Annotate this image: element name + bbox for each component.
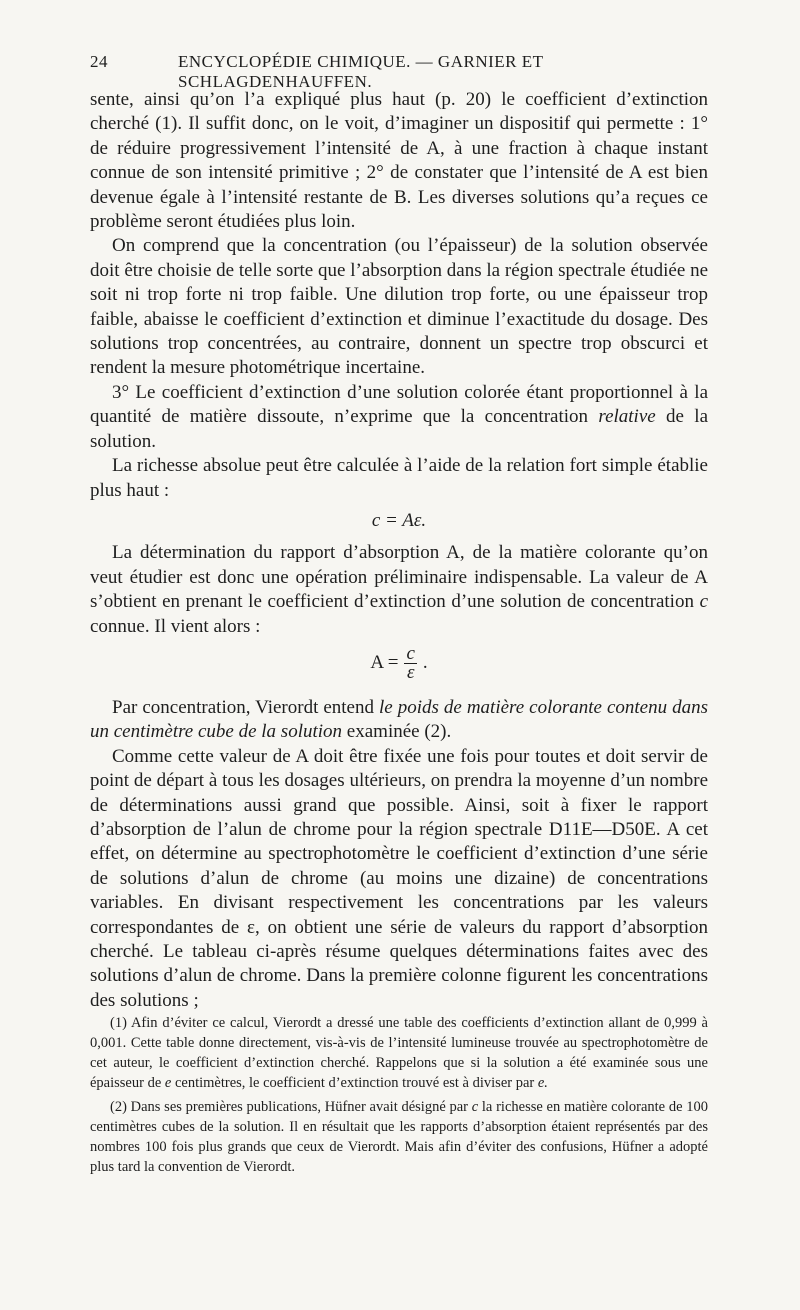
paragraph-3 [90, 381, 708, 454]
footnotes [90, 1013, 708, 1181]
page-number: 24 [90, 52, 108, 71]
fraction-denominator: ε [406, 661, 415, 683]
paragraph-5 [90, 541, 708, 639]
p6-text-a: Par concentration, Vierordt entend [112, 696, 374, 718]
p5-text-b: connue. Il vient alors : [90, 615, 261, 637]
p5-text-a: La détermination du rapport d’absorption A, de la matière colorante qu’on veut étudier est donc une opération préliminaire indispensable. La valeur de A s’obtient en prenant le coefficient d’extinction d’une solution de concentration [90, 542, 708, 613]
fn1-text-b: centimètres, le coefficient d’extinction trouvé est à diviser par [174, 1075, 535, 1091]
p3-text-start: 3° Le coefficient d’extinction d’une solution colorée étant proportionnel à la quantité de matière dissoute, n’exprime que la concentration [90, 381, 708, 428]
p6-text-b: examinée (2). [346, 721, 452, 743]
formula-c-equals-a-epsilon: c = Aε. [371, 509, 427, 531]
p6-italic: le poids de matière colorante contenu dans un centimètre cube de la solution [90, 696, 708, 743]
paragraph-1: sente, ainsi qu’on l’a expliqué plus haut (p. 20) le coefficient d’extinction cherché (1). Il suffit donc, on le voit, d’imaginer un dispositif qui permette : 1° de réduire progressivement l’intensité de A, à une fraction à chaque instant connue de son intensité primitive ; 2° de constater que l’intensité de A est bien devenue égale à l’intensité restante de B. Les diverses solutions qu’a reçues ce problème seront étudiées plus loin. [90, 89, 708, 233]
footnote-2 [90, 1097, 708, 1177]
p3-italic: relative [598, 406, 656, 428]
fn1-text-a: (1) Afin d’éviter ce calcul, Vierordt a dressé une table des coefficients d’extinction allant de 0,999 à 0,001. Cette table donne directement, vis-à-vis de l’intensité lumineuse trouvée au spectrophotomètre de cet auteur, le coefficient d’extinction cherché. Rappelons que si la solution a été examinée sous une épaisseur de [90, 1015, 708, 1091]
running-header [90, 52, 710, 91]
p3-text-end: de la solution. [90, 406, 709, 452]
fn2-variable: c [471, 1099, 479, 1115]
running-title: ENCYCLOPÉDIE CHIMIQUE. — GARNIER ET SCHLAGDENHAUFFEN. [178, 52, 544, 91]
formula-a-fraction [90, 642, 708, 683]
fn2-text-b: la richesse en matière colorante de 100 centimètres cubes de la solution. Il en résultait que les rapports d’absorption étaient représentés par des nombres 100 fois plus grands que ceux de Vierordt. Mais afin d’éviter des confusions, Hüfner a adopté plus tard la convention de Vierordt. [90, 1099, 708, 1175]
formula-lhs: A = [370, 652, 399, 674]
p5-variable: c [699, 591, 708, 613]
paragraph-2: On comprend que la concentration (ou l’épaisseur) de la solution observée doit être choisie de telle sorte que l’absorption dans la région spectrale étudiée ne soit ni trop forte ni trop faible. Une dilution trop forte, ou une épaisseur trop faible, abaisse le coefficient d’extinction et diminue l’exactitude du dosage. Des solutions trop concentrées, au contraire, donnent un spectre trop obscurci et rendent la mesure photométrique incertaine. [90, 235, 708, 379]
fraction [404, 642, 416, 683]
main-text [90, 88, 708, 1013]
formula-end: . [422, 652, 428, 674]
footnote-1 [90, 1013, 708, 1093]
fn1-variable-2: e. [537, 1075, 548, 1091]
fn2-text-a: (2) Dans ses premières publications, Hüfner avait désigné par [110, 1099, 468, 1115]
paragraph-7: Comme cette valeur de A doit être fixée une fois pour toutes et doit servir de point de départ à tous les dosages ultérieurs, on prendra la moyenne d’un nombre de déterminations aussi grand que possible. Ainsi, soit à fixer le rapport d’absorption de l’alun de chrome pour la région spectrale D11E—D50E. A cet effet, on détermine au spectrophotomètre le coefficient d’extinction d’une série de solutions d’alun de chrome (au moins une dizaine) de concentrations variables. En divisant respectivement les concentrations par les valeurs correspondantes de ε, on obtient une série de valeurs du rapport d’absorption cherché. Le tableau ci-après résume quelques déterminations faites avec des solutions d’alun de chrome. Dans la première colonne figurent les concentrations des solutions ; [90, 745, 708, 1011]
fraction-numerator: c [406, 642, 415, 664]
paragraph-6 [90, 696, 708, 745]
fn1-variable: e [164, 1075, 172, 1091]
paragraph-4: La richesse absolue peut être calculée à l’aide de la relation fort simple établie plus haut : [90, 455, 708, 501]
